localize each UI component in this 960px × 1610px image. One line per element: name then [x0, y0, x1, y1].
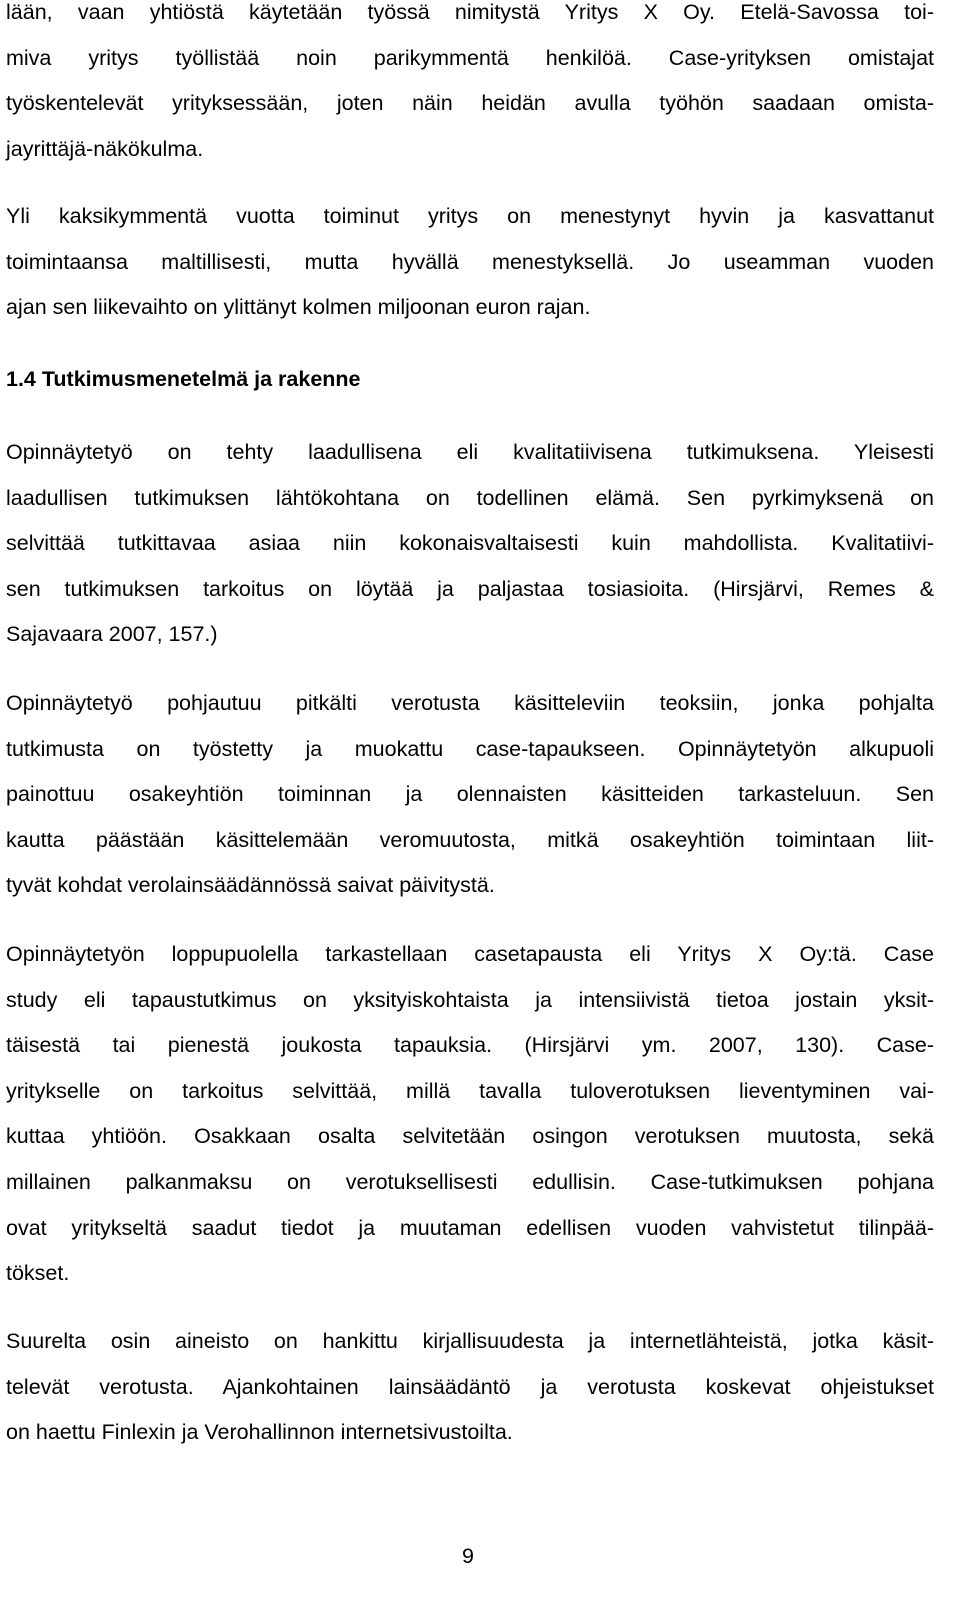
text-line: millainen palkanmaksu on verotuksellisesti edullisin. Case-tutkimuksen pohjana: [6, 1169, 934, 1194]
text-line: jayrittäjä-näkökulma.: [6, 136, 204, 161]
text-line: ovat yritykseltä saadut tiedot ja muutaman edellisen vuoden vahvistetut tilinpää-: [6, 1215, 934, 1240]
text-line: tökset.: [6, 1261, 70, 1286]
text-line: Suurelta osin aineisto on hankittu kirjallisuudesta ja internetlähteistä, jotka käsit-: [6, 1329, 934, 1353]
text-line: study eli tapaustutkimus on yksityiskohtaista ja intensiivistä tietoa jostain yksit-: [6, 987, 934, 1012]
text-line: ajan sen liikevaihto on ylittänyt kolmen miljoonan euron rajan.: [6, 295, 591, 320]
paragraph-qualitative-method: [6, 430, 934, 658]
text-line: lään, vaan yhtiöstä käytetään työssä nimitystä Yritys X Oy. Etelä-Savossa toi-: [6, 0, 934, 24]
text-line: yritykselle on tarkoitus selvittää, millä tavalla tuloverotuksen lieventyminen vai-: [6, 1078, 934, 1103]
text-line: televät verotusta. Ajankohtainen lainsäädäntö ja verotusta koskevat ohjeistukset: [6, 1374, 934, 1399]
paragraph-case-study: [6, 932, 934, 1297]
text-line: painottuu osakeyhtiön toiminnan ja olennaisten käsitteiden tarkasteluun. Sen: [6, 782, 934, 807]
text-line: toimintaansa maltillisesti, mutta hyvällä menestyksellä. Jo useamman vuoden: [6, 249, 934, 274]
text-line: Yli kaksikymmentä vuotta toiminut yritys on menestynyt hyvin ja kasvattanut: [6, 204, 934, 228]
text-line: sen tutkimuksen tarkoitus on löytää ja paljastaa tosiasioita. (Hirsjärvi, Remes &: [6, 576, 934, 601]
text-line: on haettu Finlexin ja Verohallinnon internetsivustoilta.: [6, 1420, 513, 1445]
text-line: Opinnäytetyö pohjautuu pitkälti verotusta käsitteleviin teoksiin, jonka pohjalta: [6, 691, 934, 715]
text-line: kuttaa yhtiöön. Osakkaan osalta selvitetään osingon verotuksen muutosta, sekä: [6, 1124, 934, 1149]
text-line: selvittää tutkittavaa asiaa niin kokonaisvaltaisesti kuin mahdollista. Kvalitatiivi-: [6, 531, 934, 556]
paragraph-structure: [6, 681, 934, 909]
text-line: miva yritys työllistää noin parikymmentä henkilöä. Case-yrityksen omistajat: [6, 45, 934, 70]
paragraph-company-intro: [6, 0, 934, 172]
text-line: Opinnäytetyö on tehty laadullisena eli kvalitatiivisena tutkimuksena. Yleisesti: [6, 440, 934, 464]
text-line: työskentelevät yrityksessään, joten näin heidän avulla työhön saadaan omista-: [6, 91, 934, 116]
text-line: kautta päästään käsittelemään veromuutosta, mitkä osakeyhtiön toimintaan liit-: [6, 827, 934, 852]
page-number: 9: [462, 1544, 474, 1568]
paragraph-sources: [6, 1319, 934, 1456]
text-line: tyvät kohdat verolainsäädännössä saivat päivitystä.: [6, 873, 495, 898]
text-line: tutkimusta on työstetty ja muokattu case-tapaukseen. Opinnäytetyön alkupuoli: [6, 736, 934, 761]
text-line: Sajavaara 2007, 157.): [6, 622, 218, 647]
text-line: laadullisen tutkimuksen lähtökohtana on todellinen elämä. Sen pyrkimyksenä on: [6, 485, 934, 510]
paragraph-company-history: [6, 194, 934, 331]
text-line: täisestä tai pienestä joukosta tapauksia. (Hirsjärvi ym. 2007, 130). Case-: [6, 1033, 934, 1058]
section-heading: 1.4 Tutkimusmenetelmä ja rakenne: [6, 367, 361, 391]
text-line: Opinnäytetyön loppupuolella tarkastellaan casetapausta eli Yritys X Oy:tä. Case: [6, 942, 934, 966]
